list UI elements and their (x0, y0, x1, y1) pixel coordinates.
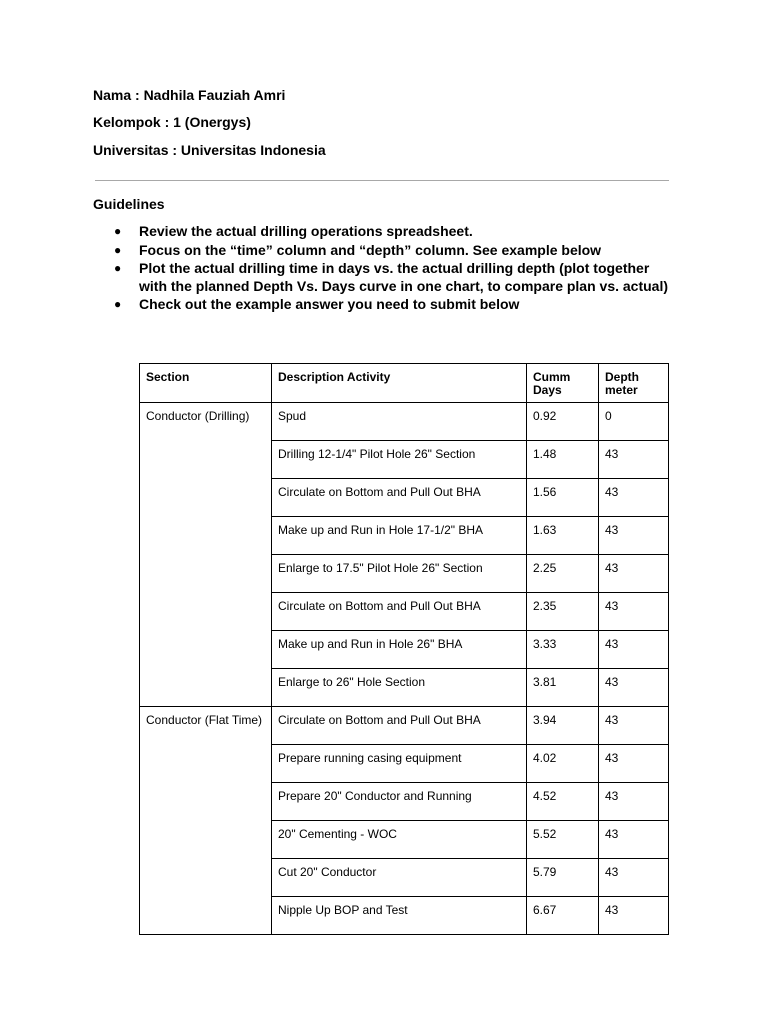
guidelines-list (93, 223, 673, 315)
guideline-item (93, 242, 673, 260)
section-cell: Conductor (Drilling) (140, 403, 272, 707)
table-header-row (140, 364, 669, 403)
section-cell: Conductor (Flat Time) (140, 707, 272, 935)
cumm-days-cell: 4.02 (527, 745, 599, 783)
depth-cell: 43 (599, 517, 669, 555)
depth-cell: 43 (599, 707, 669, 745)
name-line: Nama : Nadhila Fauziah Amri (93, 87, 286, 103)
depth-cell: 43 (599, 859, 669, 897)
cumm-days-cell: 1.63 (527, 517, 599, 555)
guideline-item (93, 260, 673, 295)
drilling-operations-table (139, 363, 669, 935)
depth-cell: 43 (599, 669, 669, 707)
depth-cell: 43 (599, 783, 669, 821)
depth-cell: 43 (599, 593, 669, 631)
description-cell: Enlarge to 26" Hole Section (272, 669, 527, 707)
depth-cell: 0 (599, 403, 669, 441)
cumm-days-cell: 1.48 (527, 441, 599, 479)
table-row (140, 403, 669, 441)
depth-cell: 43 (599, 745, 669, 783)
cumm-days-cell: 3.94 (527, 707, 599, 745)
description-cell: Nipple Up BOP and Test (272, 897, 527, 935)
cumm-days-cell: 5.52 (527, 821, 599, 859)
description-cell: Circulate on Bottom and Pull Out BHA (272, 479, 527, 517)
bullet-icon: ● (114, 297, 122, 311)
cumm-days-cell: 6.67 (527, 897, 599, 935)
description-cell: Make up and Run in Hole 17-1/2" BHA (272, 517, 527, 555)
description-cell: Make up and Run in Hole 26" BHA (272, 631, 527, 669)
guidelines-title: Guidelines (93, 196, 165, 212)
guideline-item (93, 296, 673, 314)
cumm-days-cell: 5.79 (527, 859, 599, 897)
guideline-text: Plot the actual drilling time in days vs. the actual drilling depth (plot together with the planned Depth Vs. Days curve in one chart, to compare plan vs. actual) (139, 260, 669, 294)
depth-cell: 43 (599, 631, 669, 669)
description-cell: Cut 20" Conductor (272, 859, 527, 897)
depth-cell: 43 (599, 441, 669, 479)
depth-cell: 43 (599, 479, 669, 517)
guideline-text: Review the actual drilling operations spreadsheet. (139, 223, 473, 239)
cumm-days-cell: 2.25 (527, 555, 599, 593)
bullet-icon: ● (114, 242, 122, 257)
bullet-icon: ● (114, 261, 122, 275)
horizontal-divider (95, 180, 669, 181)
description-cell: Circulate on Bottom and Pull Out BHA (272, 707, 527, 745)
university-line: Universitas : Universitas Indonesia (93, 142, 326, 158)
guideline-text: Focus on the “time” column and “depth” column. See example below (139, 241, 602, 258)
depth-cell: 43 (599, 821, 669, 859)
bullet-icon: ● (114, 224, 122, 238)
cumm-days-cell: 3.33 (527, 631, 599, 669)
group-line: Kelompok : 1 (Onergys) (93, 114, 251, 130)
header-cumm-days: Cumm Days (527, 364, 599, 403)
table-row (140, 707, 669, 745)
cumm-days-cell: 4.52 (527, 783, 599, 821)
description-cell: Enlarge to 17.5" Pilot Hole 26" Section (272, 555, 527, 593)
cumm-days-cell: 0.92 (527, 403, 599, 441)
description-cell: Prepare 20" Conductor and Running (272, 783, 527, 821)
guideline-item (93, 223, 673, 241)
cumm-days-cell: 1.56 (527, 479, 599, 517)
header-section: Section (140, 364, 272, 403)
description-cell: Drilling 12-1/4" Pilot Hole 26" Section (272, 441, 527, 479)
guideline-text: Check out the example answer you need to submit below (139, 296, 520, 312)
depth-cell: 43 (599, 897, 669, 935)
description-cell: Spud (272, 403, 527, 441)
description-cell: Prepare running casing equipment (272, 745, 527, 783)
description-cell: 20" Cementing - WOC (272, 821, 527, 859)
cumm-days-cell: 2.35 (527, 593, 599, 631)
header-description: Description Activity (272, 364, 527, 403)
cumm-days-cell: 3.81 (527, 669, 599, 707)
description-cell: Circulate on Bottom and Pull Out BHA (272, 593, 527, 631)
header-depth: Depth meter (599, 364, 669, 403)
depth-cell: 43 (599, 555, 669, 593)
